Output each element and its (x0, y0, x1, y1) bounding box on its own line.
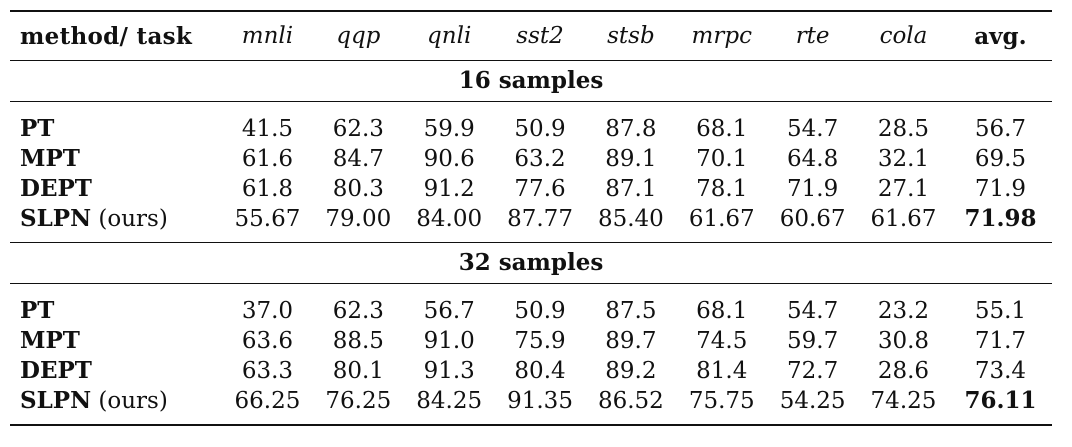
task-header-qqp: qqp (336, 23, 381, 49)
score-cell-stsb: 89.1 (605, 146, 657, 172)
avg-cell: 55.1 (974, 298, 1027, 324)
avg-cell: 71.98 (964, 205, 1037, 232)
score-cell-mrpc: 70.1 (696, 146, 748, 172)
score-cell-cola: 23.2 (877, 298, 930, 324)
method-name: MPT (20, 145, 80, 172)
task-header-sst2: sst2 (516, 23, 564, 49)
score-cell-qnli: 90.6 (423, 146, 475, 172)
score-cell-mrpc: 78.1 (696, 176, 748, 202)
score-cell-qqp: 84.7 (332, 146, 384, 172)
score-cell-mrpc: 81.4 (696, 358, 748, 384)
score-cell-cola: 28.5 (877, 116, 930, 142)
table-body (10, 61, 1052, 426)
score-cell-sst2: 91.35 (507, 388, 573, 414)
avg-cell: 56.7 (974, 116, 1027, 142)
score-cell-qqp: 88.5 (332, 328, 384, 354)
method-cell (10, 326, 222, 356)
task-header-mnli: mnli (241, 23, 294, 49)
avg-cell: 76.11 (964, 387, 1037, 414)
method-suffix: (ours) (91, 388, 168, 414)
table-row (10, 174, 1052, 204)
score-cell-mrpc: 61.67 (688, 206, 755, 232)
table-row (10, 102, 1052, 145)
score-cell-mnli: 37.0 (241, 298, 294, 324)
method-name: PT (20, 115, 55, 142)
score-cell-mrpc: 68.1 (696, 298, 748, 324)
method-cell (10, 144, 222, 174)
table-row (10, 386, 1052, 425)
score-cell-mrpc: 74.5 (696, 328, 748, 354)
method-suffix: (ours) (91, 206, 168, 232)
score-cell-cola: 27.1 (877, 176, 930, 202)
score-cell-sst2: 75.9 (514, 328, 566, 354)
table-row (10, 144, 1052, 174)
method-name: DEPT (20, 357, 92, 384)
score-cell-rte: 54.7 (787, 298, 839, 324)
score-cell-sst2: 87.77 (507, 206, 573, 232)
method-cell (10, 386, 222, 425)
score-cell-rte: 64.8 (787, 146, 839, 172)
score-cell-qqp: 80.1 (332, 358, 384, 384)
score-cell-stsb: 89.2 (605, 358, 657, 384)
method-task-header: method/ task (20, 22, 193, 50)
score-cell-mnli: 55.67 (234, 206, 301, 232)
score-cell-rte: 72.7 (787, 358, 839, 384)
avg-cell: 73.4 (974, 358, 1027, 384)
method-cell (10, 284, 222, 327)
task-header-stsb: stsb (607, 23, 655, 49)
table-row (10, 204, 1052, 243)
score-cell-sst2: 50.9 (514, 116, 566, 142)
score-cell-qnli: 91.2 (423, 176, 475, 202)
score-cell-qqp: 76.25 (325, 388, 392, 414)
score-cell-stsb: 85.40 (597, 206, 664, 232)
score-cell-cola: 61.67 (870, 206, 937, 232)
score-cell-qnli: 84.25 (416, 388, 483, 414)
score-cell-mnli: 63.3 (241, 358, 294, 384)
score-cell-stsb: 86.52 (597, 388, 664, 414)
score-cell-rte: 60.67 (779, 206, 846, 232)
score-cell-rte: 54.25 (779, 388, 846, 414)
method-name: DEPT (20, 175, 92, 202)
avg-cell: 71.9 (974, 176, 1027, 202)
method-name: PT (20, 297, 55, 324)
avg-cell: 71.7 (974, 328, 1027, 354)
score-cell-mnli: 63.6 (241, 328, 294, 354)
table-row (10, 356, 1052, 386)
avg-cell: 69.5 (974, 146, 1027, 172)
score-cell-qqp: 62.3 (332, 116, 384, 142)
method-name: MPT (20, 327, 80, 354)
score-cell-sst2: 80.4 (514, 358, 566, 384)
score-cell-rte: 54.7 (787, 116, 839, 142)
score-cell-mnli: 41.5 (241, 116, 294, 142)
score-cell-sst2: 63.2 (514, 146, 566, 172)
score-cell-qnli: 56.7 (423, 298, 475, 324)
score-cell-qnli: 59.9 (423, 116, 475, 142)
table-row (10, 284, 1052, 327)
task-header-mrpc: mrpc (691, 23, 752, 49)
results-table-container (10, 10, 1052, 426)
method-cell (10, 356, 222, 386)
section-header-row (10, 243, 1052, 284)
score-cell-rte: 71.9 (787, 176, 839, 202)
section-title: 32 samples (458, 249, 604, 276)
method-cell (10, 204, 222, 243)
score-cell-mnli: 61.6 (241, 146, 294, 172)
score-cell-cola: 28.6 (877, 358, 930, 384)
task-header-cola: cola (879, 23, 928, 49)
header-row (10, 11, 1052, 61)
score-cell-stsb: 87.8 (605, 116, 657, 142)
score-cell-cola: 32.1 (877, 146, 930, 172)
avg-header: avg. (974, 22, 1027, 50)
method-name: SLPN (20, 205, 92, 232)
score-cell-sst2: 50.9 (514, 298, 566, 324)
score-cell-stsb: 87.5 (605, 298, 657, 324)
score-cell-rte: 59.7 (787, 328, 839, 354)
score-cell-qqp: 80.3 (332, 176, 384, 202)
score-cell-sst2: 77.6 (514, 176, 566, 202)
score-cell-qnli: 91.3 (423, 358, 475, 384)
score-cell-cola: 74.25 (870, 388, 937, 414)
task-header-rte: rte (795, 23, 830, 49)
score-cell-mnli: 61.8 (241, 176, 294, 202)
section-title: 16 samples (458, 67, 604, 94)
task-header-qnli: qnli (427, 23, 472, 49)
score-cell-mrpc: 68.1 (696, 116, 748, 142)
score-cell-qnli: 84.00 (416, 206, 483, 232)
score-cell-mnli: 66.25 (234, 388, 301, 414)
section-header-row (10, 61, 1052, 102)
results-table (10, 10, 1052, 426)
score-cell-qqp: 79.00 (325, 206, 392, 232)
table-row (10, 326, 1052, 356)
score-cell-stsb: 89.7 (605, 328, 657, 354)
method-cell (10, 174, 222, 204)
score-cell-cola: 30.8 (877, 328, 930, 354)
score-cell-mrpc: 75.75 (688, 388, 755, 414)
score-cell-stsb: 87.1 (605, 176, 657, 202)
method-name: SLPN (20, 387, 92, 414)
score-cell-qqp: 62.3 (332, 298, 384, 324)
score-cell-qnli: 91.0 (423, 328, 475, 354)
method-cell (10, 102, 222, 145)
